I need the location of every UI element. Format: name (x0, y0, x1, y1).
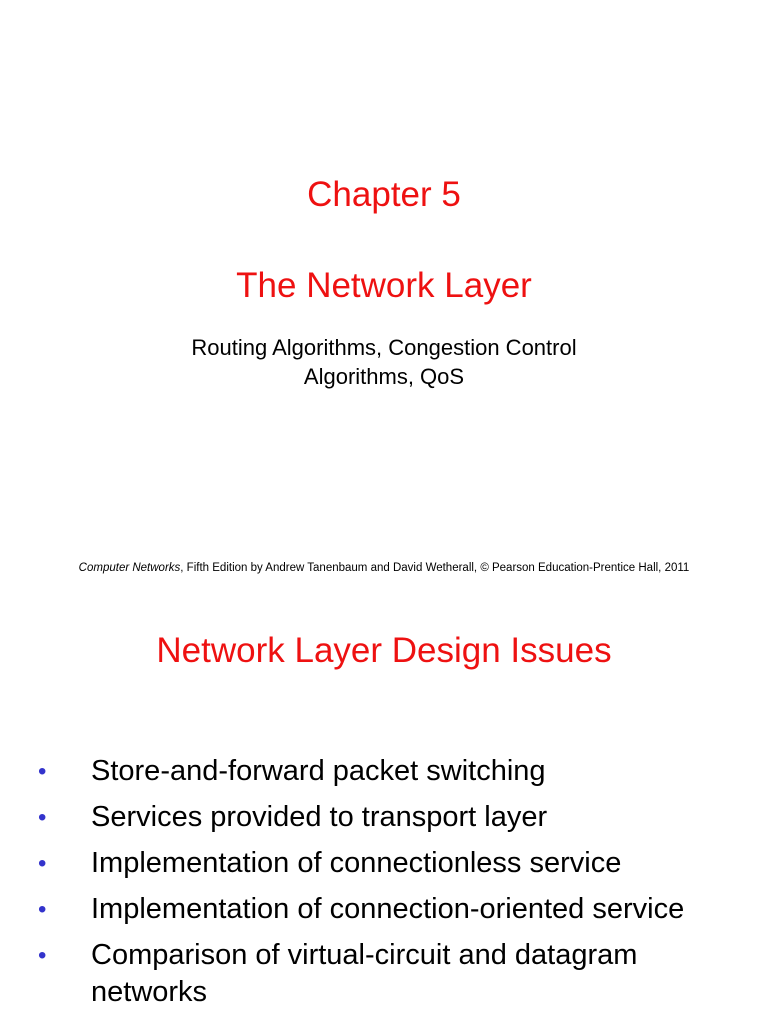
slide-subtitle (0, 333, 768, 391)
bullet-item (0, 845, 768, 882)
citation-details: , Fifth Edition by Andrew Tanenbaum and David Wetherall, © Pearson Education-Prentice Hall, 2011 (180, 562, 690, 574)
bullet-list (0, 753, 768, 1020)
bullet-item (0, 799, 768, 836)
bullet-item (0, 937, 768, 1011)
slide-title: The Network Layer (236, 266, 532, 305)
bullet-item (0, 891, 768, 928)
slide-2 (0, 590, 768, 1024)
bullet-icon: • (38, 850, 47, 877)
subtitle-line-1: Routing Algorithms, Congestion Control (191, 335, 577, 360)
citation (0, 561, 768, 575)
bullet-icon: • (38, 942, 47, 969)
bullet-icon: • (38, 758, 47, 785)
bullet-text: Services provided to transport layer (91, 801, 548, 833)
bullet-text: Implementation of connection-oriented service (91, 893, 685, 925)
bullet-text: Store-and-forward packet switching (91, 755, 546, 787)
bullet-text: Comparison of virtual-circuit and datagram networks (91, 939, 638, 1008)
bullet-item (0, 753, 768, 790)
chapter-heading: Chapter 5 (307, 175, 461, 214)
bullet-icon: • (38, 896, 47, 923)
slide-2-title: Network Layer Design Issues (156, 631, 612, 670)
subtitle-line-2: Algorithms, QoS (303, 364, 465, 389)
bullet-icon: • (38, 804, 47, 831)
bullet-text: Implementation of connectionless service (91, 847, 622, 879)
citation-book-title: Computer Networks (78, 562, 181, 574)
